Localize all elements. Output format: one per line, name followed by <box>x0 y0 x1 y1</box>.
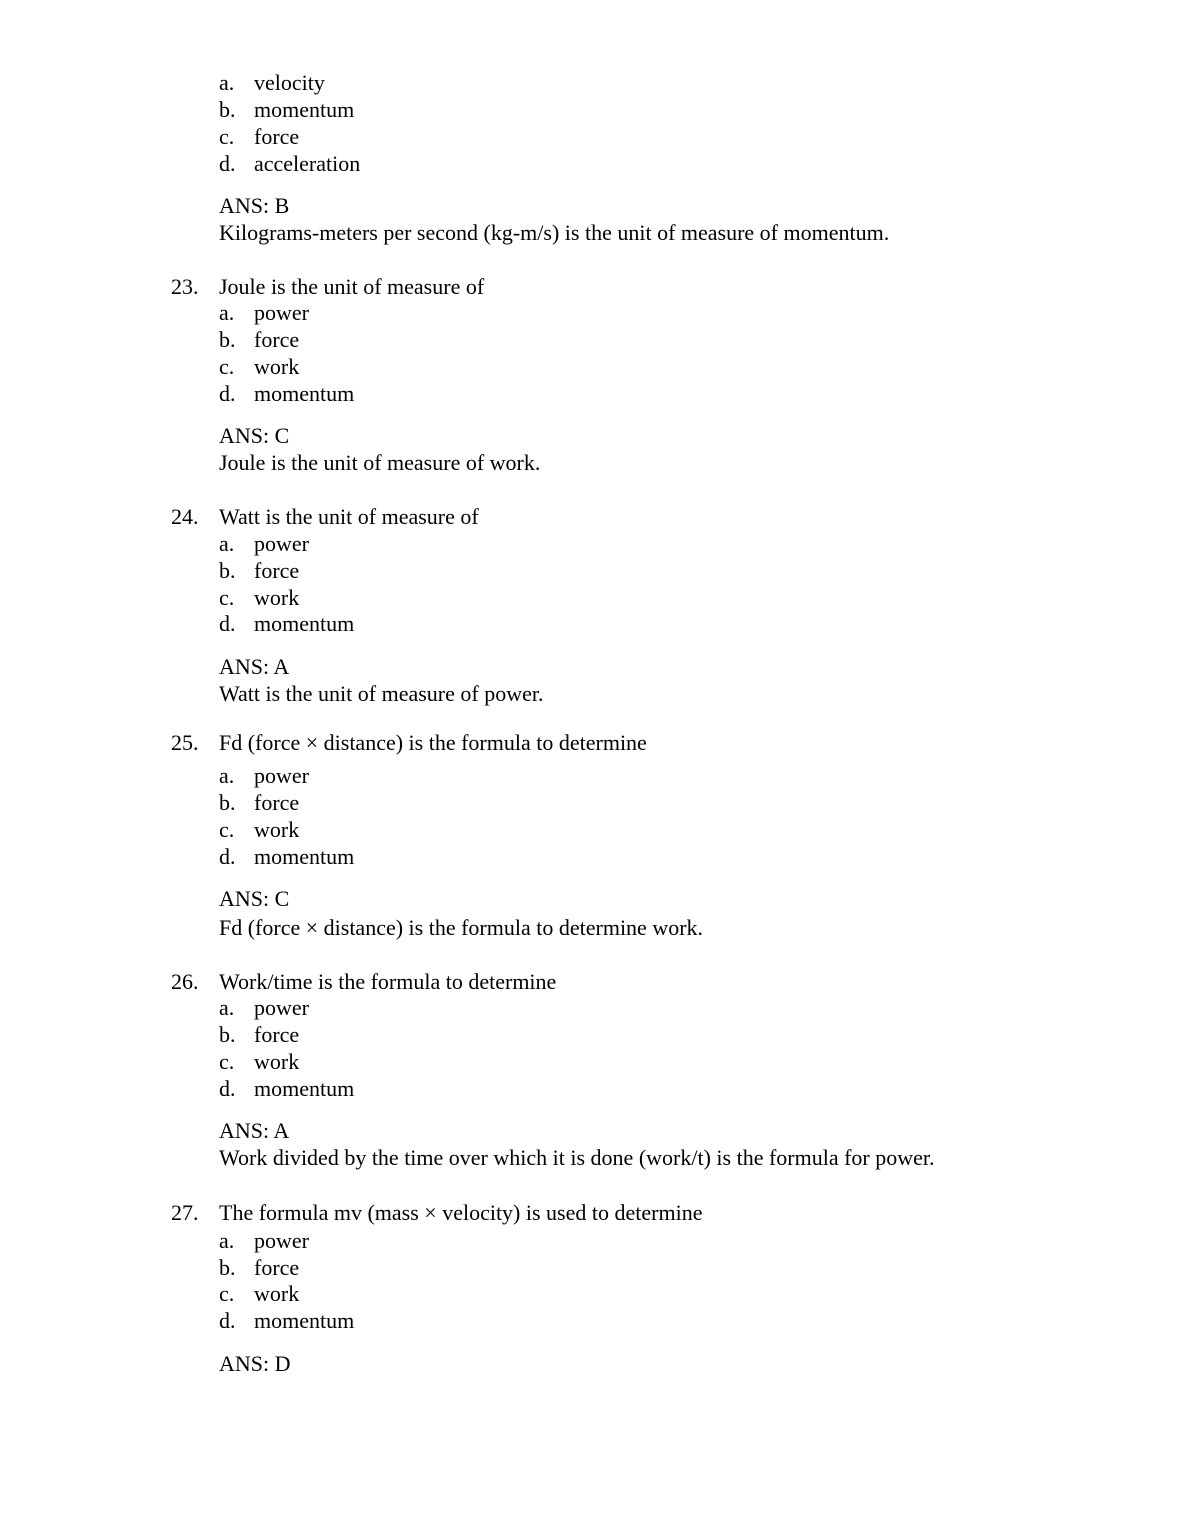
option-text: momentum <box>254 611 355 636</box>
option-letter: b. <box>219 327 236 352</box>
question-number: 23. <box>171 274 199 299</box>
option-text: momentum <box>254 844 355 869</box>
question-number: 26. <box>171 969 199 994</box>
option-text: force <box>254 1022 300 1047</box>
question-text: Fd (force × distance) is the formula to determine <box>219 730 647 755</box>
option-letter: d. <box>219 611 236 636</box>
option-letter: c. <box>219 354 235 379</box>
option-letter: d. <box>219 151 236 176</box>
option-text: velocity <box>254 70 325 95</box>
answer-key: ANS: B <box>219 193 290 218</box>
option-text: momentum <box>254 97 355 122</box>
question-text: Watt is the unit of measure of <box>219 504 479 529</box>
option-letter: c. <box>219 1281 235 1306</box>
option-letter: b. <box>219 97 236 122</box>
option-text: power <box>254 763 309 788</box>
answer-key: ANS: D <box>219 1351 291 1376</box>
option-letter: a. <box>219 300 235 325</box>
option-text: force <box>254 1255 300 1280</box>
option-text: power <box>254 1228 309 1253</box>
option-letter: b. <box>219 1022 236 1047</box>
option-letter: a. <box>219 995 235 1020</box>
option-letter: d. <box>219 844 236 869</box>
answer-explanation: Joule is the unit of measure of work. <box>219 450 541 475</box>
option-text: acceleration <box>254 151 361 176</box>
option-letter: a. <box>219 763 235 788</box>
question-number: 25. <box>171 730 199 755</box>
answer-key: ANS: A <box>219 654 290 679</box>
answer-explanation: Kilograms-meters per second (kg-m/s) is the unit of measure of momentum. <box>219 220 890 245</box>
answer-explanation: Watt is the unit of measure of power. <box>219 681 544 706</box>
option-letter: d. <box>219 1308 236 1333</box>
option-letter: d. <box>219 1076 236 1101</box>
option-letter: a. <box>219 531 235 556</box>
option-text: power <box>254 300 309 325</box>
option-text: power <box>254 531 309 556</box>
option-letter: c. <box>219 585 235 610</box>
question-text: The formula mv (mass × velocity) is used to determine <box>219 1200 703 1225</box>
answer-explanation: Fd (force × distance) is the formula to determine work. <box>219 915 704 940</box>
option-text: work <box>254 817 300 842</box>
option-text: force <box>254 790 300 815</box>
question-text: Joule is the unit of measure of <box>219 274 485 299</box>
question-number: 24. <box>171 504 199 529</box>
option-letter: b. <box>219 1255 236 1280</box>
option-text: force <box>254 558 300 583</box>
option-text: momentum <box>254 381 355 406</box>
option-letter: a. <box>219 70 235 95</box>
option-letter: b. <box>219 558 236 583</box>
option-text: momentum <box>254 1308 355 1333</box>
option-letter: d. <box>219 381 236 406</box>
option-text: force <box>254 327 300 352</box>
option-letter: b. <box>219 790 236 815</box>
option-text: work <box>254 585 300 610</box>
answer-explanation: Work divided by the time over which it is done (work/t) is the formula for power. <box>219 1145 935 1170</box>
question-text: Work/time is the formula to determine <box>219 969 557 994</box>
option-text: work <box>254 354 300 379</box>
answer-key: ANS: C <box>219 423 290 448</box>
option-letter: c. <box>219 124 235 149</box>
question-number: 27. <box>171 1200 199 1225</box>
option-text: momentum <box>254 1076 355 1101</box>
option-text: work <box>254 1281 300 1306</box>
option-text: work <box>254 1049 300 1074</box>
option-text: power <box>254 995 309 1020</box>
answer-key: ANS: A <box>219 1118 290 1143</box>
answer-key: ANS: C <box>219 886 290 911</box>
option-letter: c. <box>219 1049 235 1074</box>
option-letter: c. <box>219 817 235 842</box>
option-letter: a. <box>219 1228 235 1253</box>
option-text: force <box>254 124 300 149</box>
